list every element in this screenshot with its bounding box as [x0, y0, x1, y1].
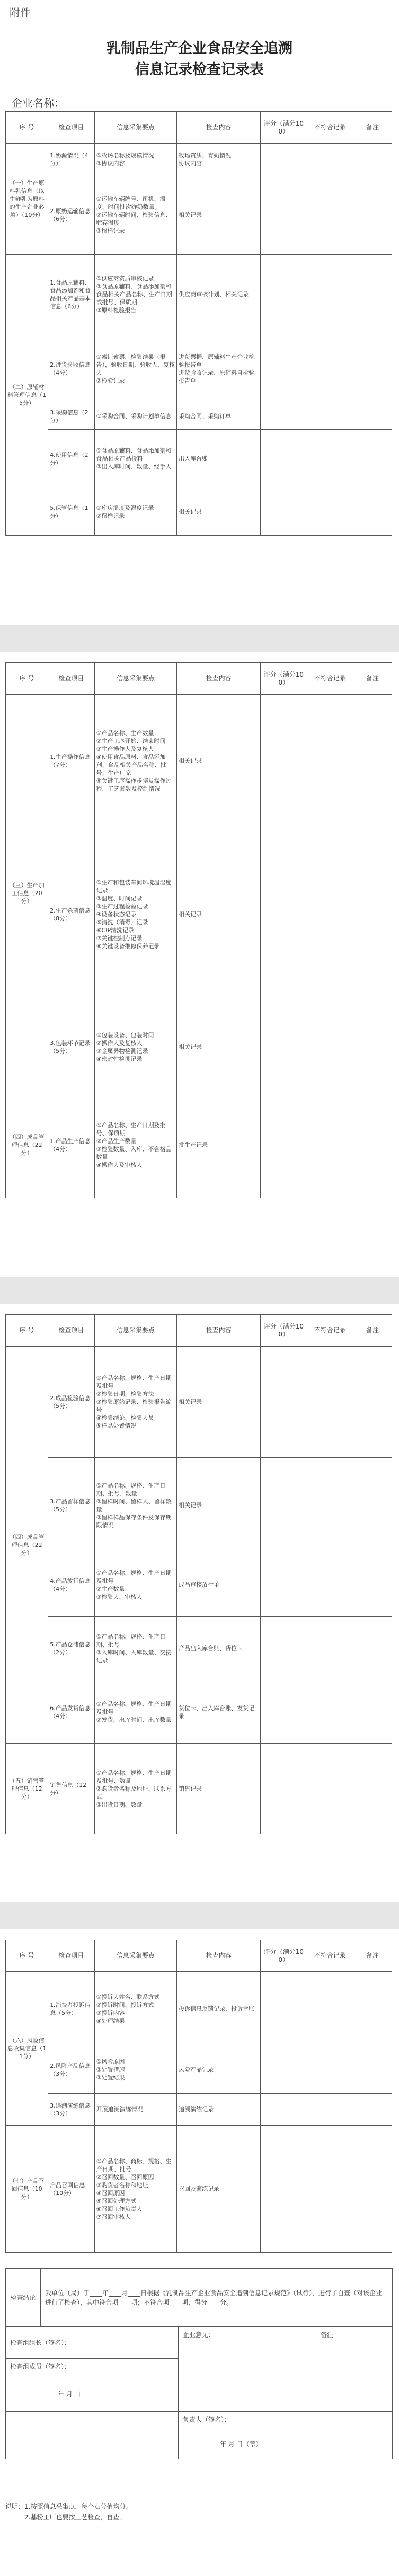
section-recall: （七）产品召回信息（10分） [6, 2126, 48, 2253]
doc-title-line2: 信息记录检查记录表 [135, 61, 264, 78]
header-score: 评分（满分100） [261, 1315, 307, 1347]
header-content: 检查内容 [177, 663, 261, 695]
nonconf-cell[interactable] [307, 334, 353, 403]
req-cell: ①投诉人姓名、联系方式 ②投诉时间、投诉方式 ③投诉内容 ④处理结果 [94, 1972, 177, 2046]
item-cell: 4.产品放行信息（4分） [48, 1553, 94, 1617]
item-cell: 6.产品发货信息（4分） [48, 1680, 94, 1744]
nonconf-cell[interactable] [307, 403, 353, 430]
remark-cell[interactable] [353, 1002, 392, 1092]
remark-cell[interactable] [353, 1458, 392, 1553]
nonconf-cell[interactable] [307, 1553, 353, 1617]
content-cell: 牧场资质、育奶情况 协议内容 [177, 144, 261, 175]
item-cell: 2.生产杀菌信息（8分） [48, 827, 94, 1002]
header-req: 信息采集要点 [94, 663, 177, 695]
nonconf-cell[interactable] [307, 1458, 353, 1553]
header-req: 信息采集要点 [94, 112, 177, 144]
score-cell[interactable] [261, 488, 307, 536]
nonconf-cell[interactable] [307, 1972, 353, 2046]
req-cell: ①风险原因 ②处置措施 ③处置结果 [94, 2046, 177, 2094]
conclusion-text: 我单位（局）于____年____月____日根据《乳制品生产企业食品安全追溯信息记录规范》（试行），进行了自查（对该企业进行了检查），其中符合项____项；不符合项____项，得分____分。 [41, 2269, 393, 2327]
header-score: 评分（满分100） [261, 112, 307, 144]
header-no: 序 号 [6, 112, 48, 144]
content-cell: 追溯演练记录 [177, 2094, 261, 2126]
nonconf-cell[interactable] [307, 1680, 353, 1744]
req-cell: ①库房温度及湿度记录 ②留样记录 [94, 488, 177, 536]
item-cell: 2.成品检验信息（5分） [48, 1347, 94, 1458]
req-cell: ①产品名称、规格、生产日期及批号 ②检验日期、检验方法 ③检验原始记录、检验报告编号 ④检验结论、检验人员 ⑤样品处置情况 [94, 1347, 177, 1458]
score-cell[interactable] [261, 255, 307, 334]
date-line: 年 月 日 [58, 2391, 81, 2398]
content-cell: 出入库台账 [177, 430, 261, 488]
content-cell: 供应商审核计划、相关记录 [177, 255, 261, 334]
req-cell: ①包装设备、包装时间 ②操作人及复核人 ③金属异物检测记录 ④密封性检测记录 [94, 1002, 177, 1092]
header-remark: 备注 [353, 663, 392, 695]
req-cell: ①产品名称、规格、生产日期及批号 ②生产数量 ③检验人、审核人 [94, 1553, 177, 1617]
remark-cell[interactable] [353, 695, 392, 827]
header-item: 检查项目 [48, 1940, 94, 1972]
req-cell: ①产品名称、规格、生产日期及批号、数量 ②购货者名称及地址、联系方式 ③出货日期、数量 [94, 1744, 177, 1834]
req-cell: ①牧场名称及规模情况 ②协议内容 [94, 144, 177, 175]
nonconf-cell[interactable] [307, 2046, 353, 2094]
principal-label: 负责人（签名）： [183, 2416, 231, 2423]
score-cell[interactable] [261, 827, 307, 1002]
content-cell: 批生产记录 [177, 1092, 261, 1198]
req-cell: ①供应商资质审核记录 ②食品原辅料、食品添加剂和食品相关产品名称、生产日期或批号、保质期 ③原料检验报告 [94, 255, 177, 334]
req-cell: ①索证索票，检验结果（报告），验收日期、验收人、复核人 ②检验记录 [94, 334, 177, 403]
score-cell[interactable] [261, 2094, 307, 2126]
section-risk-info: （六）风险信息收集信息（11分） [6, 1972, 48, 2126]
content-cell: 产品出入库台账、货位卡 [177, 1617, 261, 1680]
section-raw-milk: （一）生产原料乳信息（以生鲜乳为原料的生产企业必填）（10分） [6, 144, 48, 255]
page-2 [0, 652, 399, 1277]
member-label: 检查组成员（签名）： [10, 2363, 71, 2370]
header-nonconf: 不符合记录 [307, 112, 353, 144]
score-cell[interactable] [261, 144, 307, 175]
conclusion-label: 检查结论 [6, 2269, 41, 2327]
score-cell[interactable] [261, 1458, 307, 1553]
content-cell: 召回及演练记录 [177, 2126, 261, 2253]
remark-cell[interactable] [353, 334, 392, 403]
nonconf-cell[interactable] [307, 1744, 353, 1834]
item-cell: 4.使用信息（2分） [48, 430, 94, 488]
header-content: 检查内容 [177, 1940, 261, 1972]
content-cell: 投诉信息反馈记录、投诉台账 [177, 1972, 261, 2046]
item-cell: 1.生产操作信息（7分） [48, 695, 94, 827]
remark-cell[interactable] [353, 2046, 392, 2094]
item-cell: 3.采购信息（2分） [48, 403, 94, 430]
page-4 [0, 1929, 399, 2576]
nonconf-cell[interactable] [307, 1092, 353, 1198]
score-cell[interactable] [261, 430, 307, 488]
score-cell[interactable] [261, 1972, 307, 2046]
req-cell: ①产品名称、商标、规格、生产日期、批号 ②召回数量、召回原因 ③购货者名称和地址 ④召回原因 ⑤召回处理方式 ⑥召回工作负责人 ⑦召回审核人 [94, 2126, 177, 2253]
item-cell: 1.消费者投诉信息（5分） [48, 1972, 94, 2046]
nonconf-cell[interactable] [307, 2126, 353, 2253]
section-sales: （五）销售管理信息（12分） [6, 1744, 48, 1834]
item-cell: 1.食品原辅料、食品添加剂和食品相关产品基本信息（6分） [48, 255, 94, 334]
content-cell: 风险产品记录 [177, 2046, 261, 2094]
content-cell: 相关记录 [177, 175, 261, 255]
req-cell: ①生产和包装车间环境温湿度记录 ②温度、时间记录 ③生产过程检验记录 ④设备状态记录 ⑤清洗（消毒）记录 ⑥CIP清洗记录 ⑦关键控制点记录 ⑧关键设备维修保养记录 [94, 827, 177, 1002]
req-cell: ①产品名称、规格、生产日期及批号 ②发货、出库时间、出库数量 [94, 1680, 177, 1744]
note-2: 2.基粉工厂也要按工艺检查，自查。 [24, 2513, 126, 2521]
record-table-4 [5, 1940, 392, 2253]
score-cell[interactable] [261, 334, 307, 403]
score-cell[interactable] [261, 1617, 307, 1680]
header-req: 信息采集要点 [94, 1940, 177, 1972]
nonconf-cell[interactable] [307, 488, 353, 536]
nonconf-cell[interactable] [307, 255, 353, 334]
score-cell[interactable] [261, 1347, 307, 1458]
section-production: （三）生产加工信息（20分） [6, 695, 48, 1092]
remark-cell[interactable] [353, 175, 392, 255]
content-cell: 相关记录 [177, 695, 261, 827]
remark-cell[interactable] [353, 2126, 392, 2253]
item-cell: 5.产品仓储信息（2分） [48, 1617, 94, 1680]
doc-title-line1: 乳制品生产企业食品安全追溯 [107, 40, 292, 57]
item-cell: 2.原奶运输信息（6分） [48, 175, 94, 255]
header-score: 评分（满分100） [261, 663, 307, 695]
header-no: 序 号 [6, 663, 48, 695]
page-3 [0, 1304, 399, 1902]
remark-cell[interactable] [353, 1092, 392, 1198]
section-raw-materials: （二）原辅材料管理信息（15分） [6, 255, 48, 536]
content-cell: 相关记录 [177, 1002, 261, 1092]
remark-cell[interactable] [353, 827, 392, 1002]
req-cell: ①产品名称、规格、生产日期、批号 ②入库时间、入库数量、交接记录 [94, 1617, 177, 1680]
nonconf-cell[interactable] [307, 1002, 353, 1092]
header-remark: 备注 [353, 1940, 392, 1972]
score-cell[interactable] [261, 403, 307, 430]
remark-cell[interactable] [353, 488, 392, 536]
nonconf-cell[interactable] [307, 144, 353, 175]
header-item: 检查项目 [48, 112, 94, 144]
note-1: 说明：1.按照信息采集点，每个点分值均分。 [5, 2503, 132, 2510]
notes [5, 2501, 132, 2522]
remark-cell[interactable] [353, 403, 392, 430]
signature-table [5, 2268, 393, 2459]
req-cell: ①采购合同、采购计划单信息 [94, 403, 177, 430]
content-cell: 相关记录 [177, 1458, 261, 1553]
remark-cell[interactable] [353, 1553, 392, 1617]
inspector-leader-signature[interactable]: 检查组组长（签名）： [6, 2327, 179, 2359]
remark-cell[interactable] [353, 1680, 392, 1744]
item-cell: 3.产品留样信息（5分） [48, 1458, 94, 1553]
content-cell: 相关记录 [177, 1347, 261, 1458]
header-remark: 备注 [353, 112, 392, 144]
req-cell: ①食品原辅料、食品添加剂和食品相关产品投料 ②出入库时间、数量、经手人 [94, 430, 177, 488]
score-cell[interactable] [261, 1553, 307, 1617]
item-cell: 2.进货验收信息（4分） [48, 334, 94, 403]
nonconf-cell[interactable] [307, 2094, 353, 2126]
page-1 [0, 0, 399, 625]
nonconf-cell[interactable] [307, 175, 353, 255]
nonconf-cell[interactable] [307, 827, 353, 1002]
remark-cell[interactable] [353, 144, 392, 175]
remark-cell[interactable] [353, 1744, 392, 1834]
remark-cell[interactable] [353, 255, 392, 334]
req-cell: ①产品名称、规格、生产日期、批号、数量 ②留样时间、留样人、留样数量 ③留样样品保存条件及保存期限情况 [94, 1458, 177, 1553]
score-cell[interactable] [261, 1680, 307, 1744]
remark-cell[interactable] [353, 2094, 392, 2126]
score-cell[interactable] [261, 2126, 307, 2253]
remark-cell[interactable] [353, 1347, 392, 1458]
record-table-1 [5, 111, 392, 536]
req-cell: ①产品名称、生产日期及批号、保质期 ②产品生产数量 ③检验数量、入库、不合格品数量 ④操作人及审核人 [94, 1092, 177, 1198]
page-gap [0, 625, 399, 652]
score-cell[interactable] [261, 1092, 307, 1198]
content-cell: 相关记录 [177, 827, 261, 1002]
req-cell: ①产品名称、生产数量 ②生产工序开始、结束时间 ③生产操作人及复核人 ④使用食品原料、食品添加剂、食品相关产品名称、批号、生产厂家 ⑤关键工序操作步骤及操作过程，工艺参数及控制情况 [94, 695, 177, 827]
nonconf-cell[interactable] [307, 430, 353, 488]
sign-remark[interactable]: 备注 [316, 2327, 393, 2412]
annex-label: 附件 [10, 6, 31, 19]
item-cell: 1.产品生产信息（4分） [48, 1092, 94, 1198]
score-cell[interactable] [261, 1744, 307, 1834]
score-cell[interactable] [261, 175, 307, 255]
header-item: 检查项目 [48, 663, 94, 695]
item-cell: 产品召回信息（10分） [48, 2126, 94, 2253]
enterprise-opinion[interactable]: 企业意见： [179, 2327, 316, 2412]
nonconf-cell[interactable] [307, 695, 353, 827]
remark-cell[interactable] [353, 1972, 392, 2046]
inspector-member-signature[interactable] [6, 2359, 179, 2412]
page-gap [0, 1902, 399, 1929]
header-no: 序 号 [6, 1940, 48, 1972]
content-cell: 成品审核放行单 [177, 1553, 261, 1617]
remark-cell[interactable] [353, 1617, 392, 1680]
header-nonconf: 不符合记录 [307, 663, 353, 695]
header-remark: 备注 [353, 1315, 392, 1347]
header-content: 检查内容 [177, 112, 261, 144]
item-cell: 3.包装环节记录（5分） [48, 1002, 94, 1092]
date-seal-line: 年 月 日（章） [220, 2440, 262, 2448]
record-table-3 [5, 1314, 392, 1834]
header-no: 序 号 [6, 1315, 48, 1347]
principal-signature[interactable] [179, 2412, 393, 2459]
section-finished-goods: （四）成品管理信息（22分） [6, 1347, 48, 1744]
content-cell: 采购合同、采购订单 [177, 403, 261, 430]
content-cell: 相关记录 [177, 488, 261, 536]
score-cell[interactable] [261, 695, 307, 827]
page-gap [0, 1277, 399, 1304]
score-cell[interactable] [261, 1002, 307, 1092]
record-table-2 [5, 662, 392, 1198]
header-req: 信息采集要点 [94, 1315, 177, 1347]
header-nonconf: 不符合记录 [307, 1940, 353, 1972]
req-cell: ①运输车辆牌号、司机、温度、时间批次鲜奶数量。 ②运输车辆时间、检验信息、贮存温度 ③留样记录 [94, 175, 177, 255]
content-cell: 销售记录 [177, 1744, 261, 1834]
header-nonconf: 不符合记录 [307, 1315, 353, 1347]
nonconf-cell[interactable] [307, 1347, 353, 1458]
item-cell: 5.保管信息（1分） [48, 488, 94, 536]
content-cell: 进货票据、原辅料生产企业检验报告单 进货验收记录、原辅料自检验报告单 [177, 334, 261, 403]
enterprise-name-label: 企业名称： [12, 96, 65, 109]
content-cell: 货位卡、出入库台账、发货记录 [177, 1680, 261, 1744]
remark-cell[interactable] [353, 430, 392, 488]
nonconf-cell[interactable] [307, 1617, 353, 1680]
section-finished-goods: （四）成品管理信息（22分） [6, 1092, 48, 1198]
blank-cell [6, 2412, 179, 2459]
header-content: 检查内容 [177, 1315, 261, 1347]
item-cell: 1.奶源情况（4分） [48, 144, 94, 175]
req-cell: 开展追溯演练情况 [94, 2094, 177, 2126]
score-cell[interactable] [261, 2046, 307, 2094]
header-item: 检查项目 [48, 1315, 94, 1347]
item-cell: 2.风险产品信息（3分） [48, 2046, 94, 2094]
item-cell: 销售信息（12分） [48, 1744, 94, 1834]
header-score: 评分（满分100） [261, 1940, 307, 1972]
item-cell: 3.追溯演练信息（3分） [48, 2094, 94, 2126]
